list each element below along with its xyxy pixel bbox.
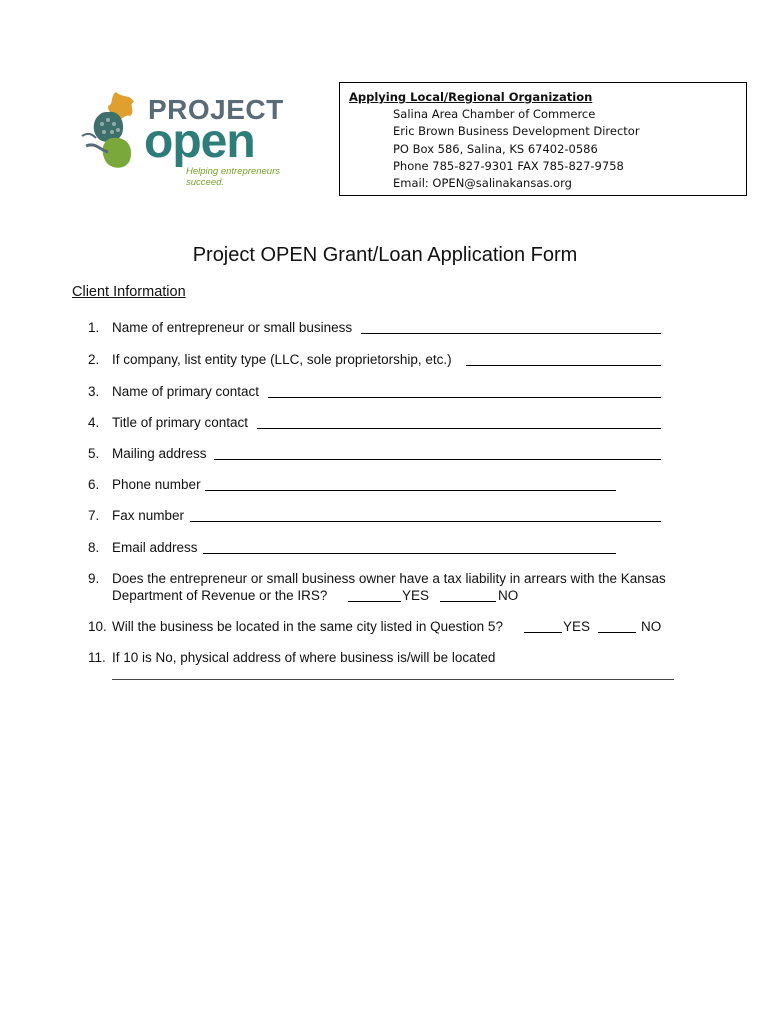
logo-word-project: PROJECT — [148, 94, 284, 125]
question-number: 10. — [88, 619, 107, 634]
section-title: Client Information — [72, 284, 186, 300]
question-number: 6. — [88, 477, 100, 492]
answer-line-1[interactable] — [361, 333, 661, 334]
question-number: 1. — [88, 320, 100, 335]
question-number: 8. — [88, 540, 100, 555]
project-open-logo — [78, 84, 308, 188]
answer-line-3[interactable] — [268, 397, 661, 398]
question-text: If 10 is No, physical address of where business is/will be located — [112, 650, 496, 665]
org-details — [393, 106, 640, 192]
question-9-line-2 — [112, 588, 327, 603]
answer-line-11[interactable] — [112, 679, 674, 680]
yes-label: YES — [563, 619, 591, 634]
org-line: Salina Area Chamber of Commerce — [393, 107, 596, 121]
question-text: Phone number — [112, 477, 201, 492]
question-text: Will the business be located in the same city listed in Question 5? — [112, 619, 503, 634]
question-number: 9. — [88, 571, 100, 586]
question-number: 2. — [88, 352, 100, 367]
question-number: 11. — [88, 650, 106, 665]
answer-line-6[interactable] — [205, 490, 616, 491]
logo-tagline: Helping entrepreneurs succeed. — [186, 166, 281, 188]
no-blank-9[interactable] — [440, 601, 496, 602]
question-number: 7. — [88, 508, 100, 523]
question-number: 4. — [88, 415, 100, 430]
logo-word-open: open — [144, 115, 255, 168]
org-line: PO Box 586, Salina, KS 67402-0586 — [393, 141, 598, 156]
answer-line-2[interactable] — [466, 365, 661, 366]
question-text: Title of primary contact — [112, 415, 249, 430]
no-label: NO — [641, 619, 662, 634]
org-line: Phone 785-827-9301 FAX 785-827-9758 — [393, 158, 624, 173]
org-title: Applying Local/Regional Organization — [349, 90, 593, 104]
question-number: 3. — [88, 384, 100, 399]
no-blank-10[interactable] — [598, 632, 636, 633]
question-text: Name of entrepreneur or small business — [112, 320, 353, 335]
question-number: 5. — [88, 446, 100, 461]
org-line: Email: OPEN@salinakansas.org — [393, 176, 572, 191]
question-text: Does the entrepreneur or small business owner have a tax liability in arrears with the Kansas — [112, 571, 666, 586]
form-title: Project OPEN Grant/Loan Application Form — [192, 244, 578, 266]
question-text: Name of primary contact — [112, 384, 260, 399]
question-text: Department of Revenue or the IRS? — [112, 588, 328, 603]
yes-label: YES — [402, 588, 430, 603]
answer-line-4[interactable] — [257, 428, 661, 429]
question-text: If company, list entity type (LLC, sole proprietorship, etc.) — [112, 352, 452, 367]
answer-line-8[interactable] — [203, 553, 616, 554]
org-line: Eric Brown Business Development Director — [393, 124, 640, 139]
organization-info-box — [339, 82, 747, 196]
question-text: Email address — [112, 540, 198, 555]
question-text: Mailing address — [112, 446, 207, 461]
no-label: NO — [498, 588, 519, 603]
yes-blank-10[interactable] — [524, 632, 562, 633]
question-text: Fax number — [112, 508, 185, 523]
answer-line-5[interactable] — [214, 459, 661, 460]
answer-line-7[interactable] — [190, 521, 661, 522]
yes-blank-9[interactable] — [348, 601, 401, 602]
